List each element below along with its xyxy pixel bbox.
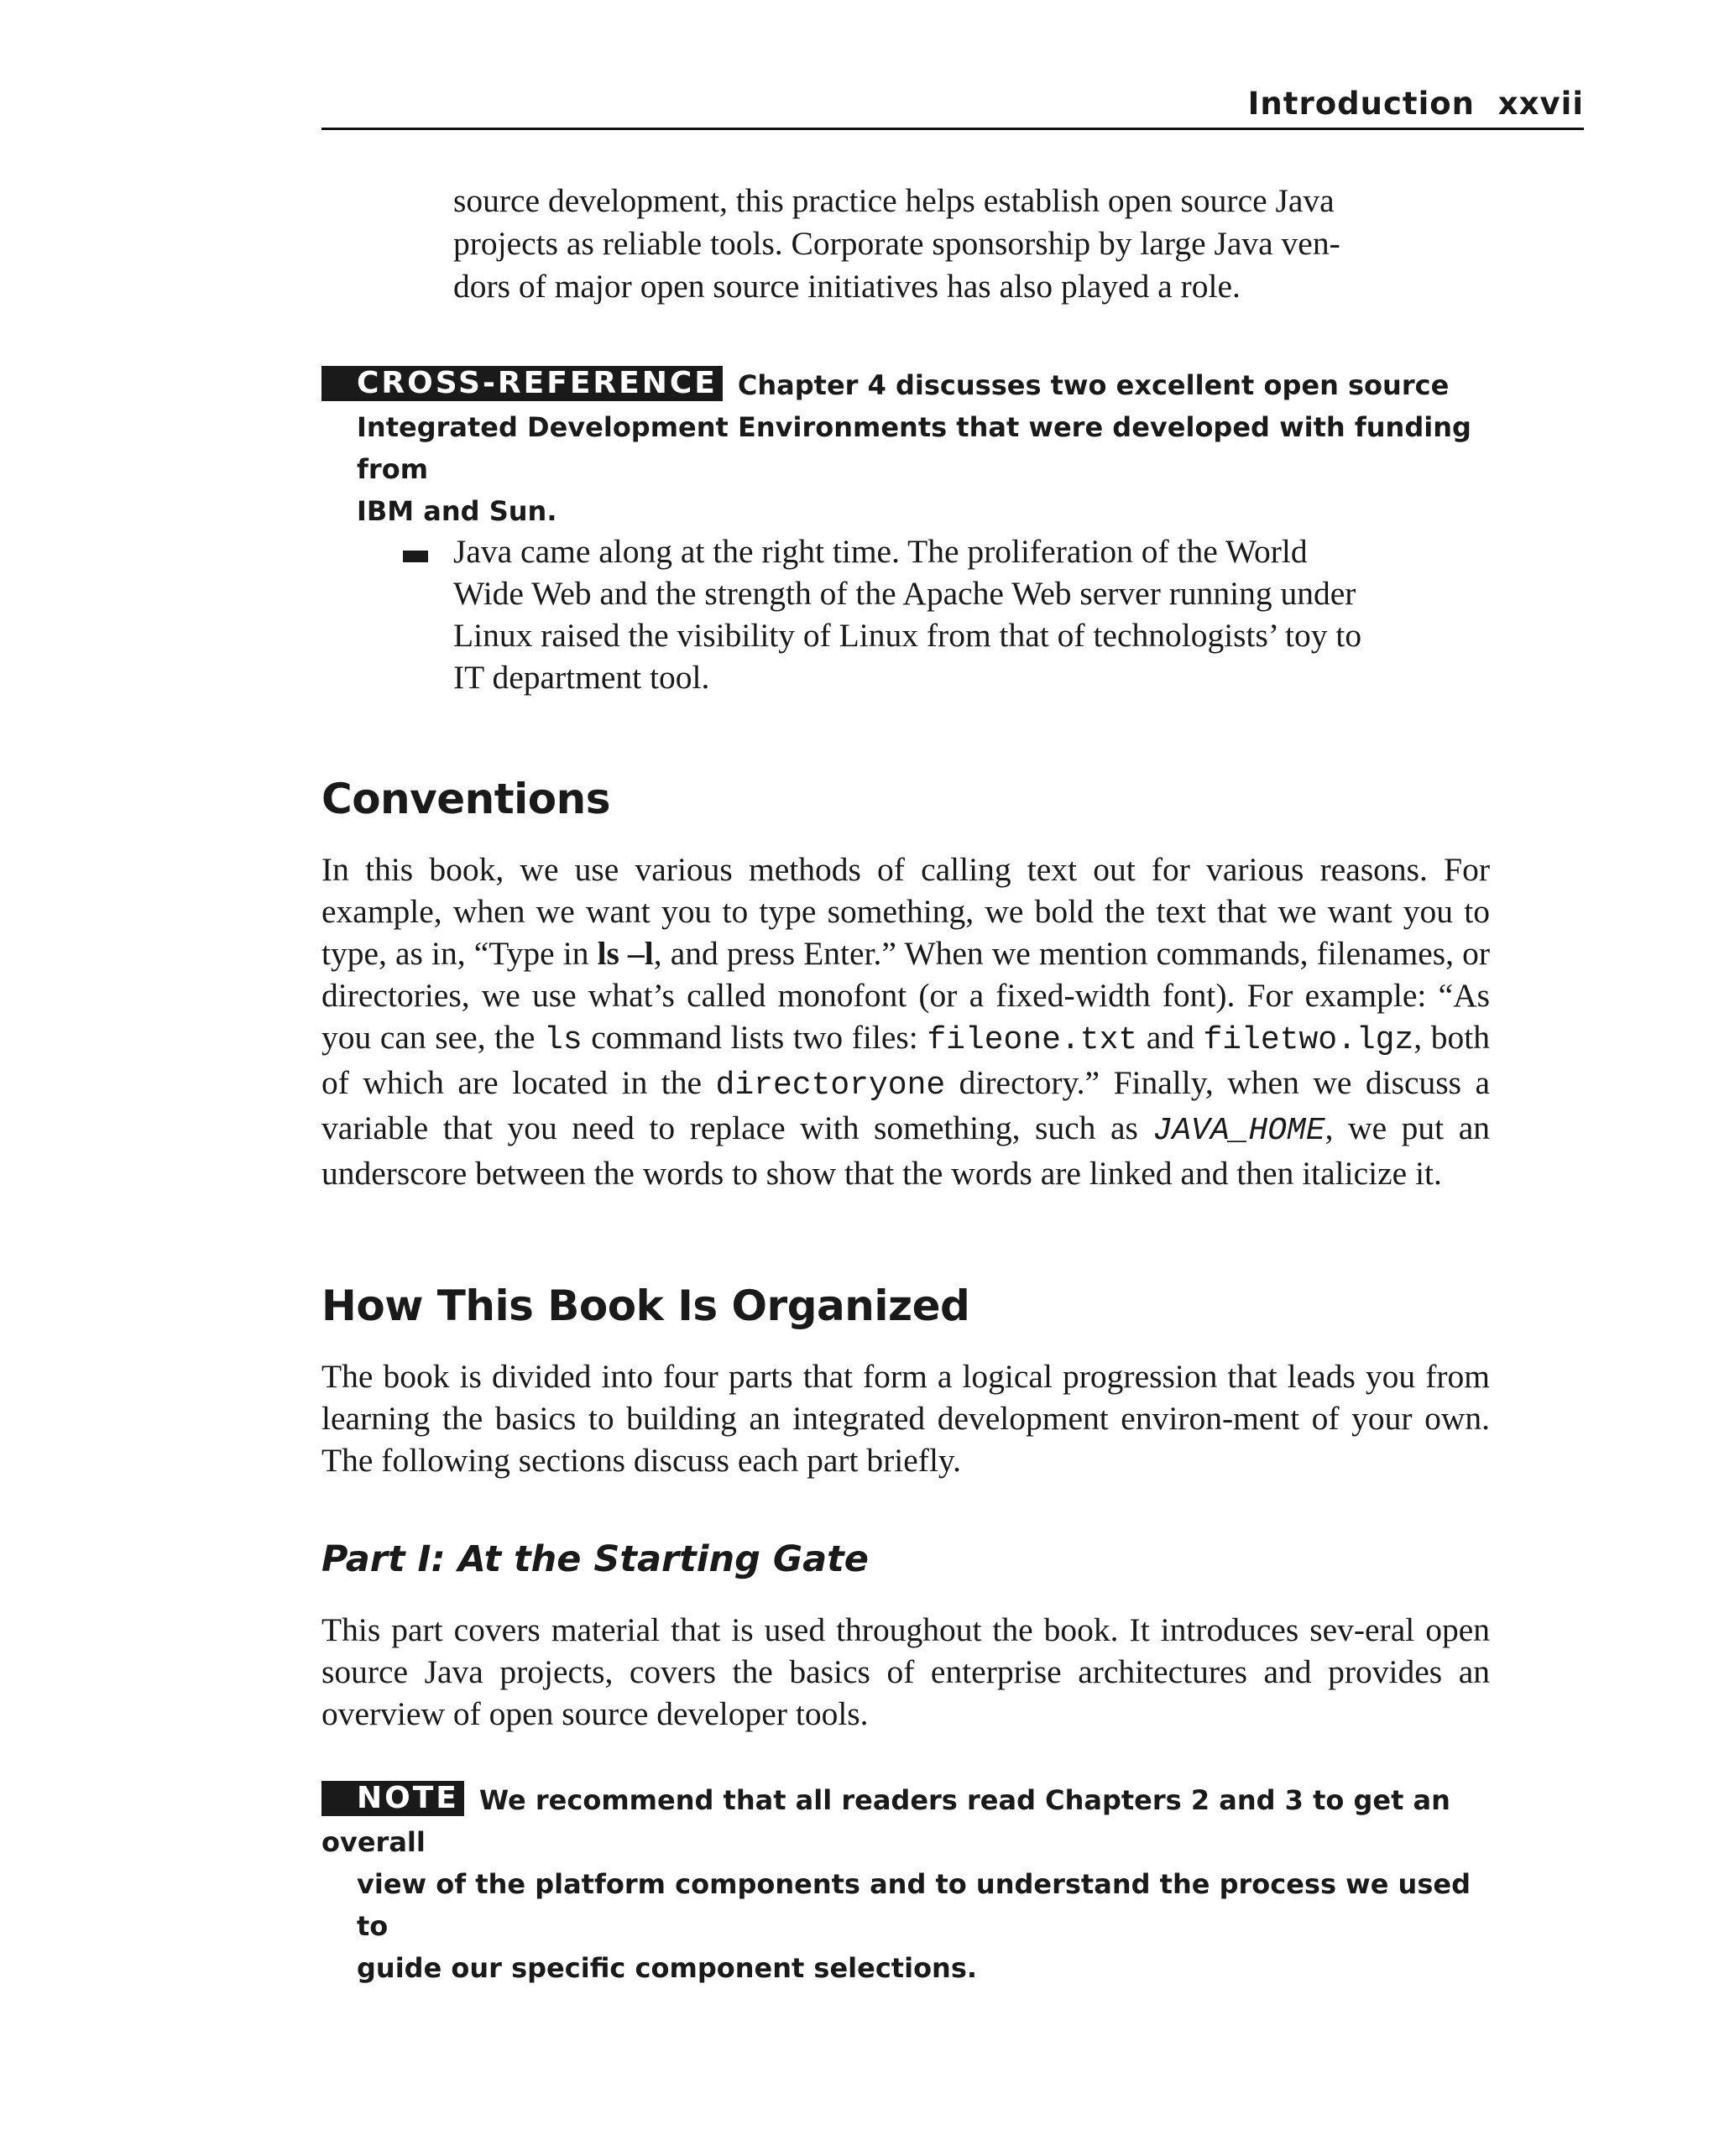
organization-heading: How This Book Is Organized: [321, 1282, 970, 1330]
intro-paragraph: [453, 180, 1494, 308]
bullet-line: IT department tool.: [453, 659, 710, 696]
mono-file-2: filetwo.lgz: [1203, 1022, 1414, 1058]
conventions-paragraph: [321, 848, 1490, 1194]
cross-reference-line-2: Integrated Development Environments that were developed with funding from: [357, 411, 1471, 485]
mono-variable: JAVA_HOME: [1152, 1113, 1325, 1149]
header-spacer: [1475, 86, 1498, 122]
bullet-line: Linux raised the visibility of Linux from that of technologists’ toy to: [453, 617, 1362, 654]
running-header: [321, 81, 1584, 130]
cross-reference-line-3: IBM and Sun.: [357, 495, 557, 527]
cross-reference-first-row: [321, 364, 1480, 406]
organization-section: [321, 1355, 1490, 1481]
conventions-text-6: directory.” Finally, when we discuss a variable that you need to replace with something, such as: [321, 1064, 1490, 1146]
conventions-text-3: command lists two files:: [582, 1019, 927, 1056]
mono-ls: ls: [544, 1022, 583, 1058]
conventions-text-2: , and press Enter.” When we mention commands, filenames, or directories, we use what’s called monofont (or a fixed-width font). For example: “As you can see, the: [321, 935, 1491, 1056]
conventions-text-1: In this book, we use various methods of calling text out for various reasons. For example, when we want you to type something, we bold the text that we want you to type, as in, “Type in: [321, 851, 1490, 972]
intro-line: source development, this practice helps establish open source Java: [453, 182, 1335, 219]
bullet-marker-icon: [403, 551, 428, 562]
mono-directory: directoryone: [715, 1068, 946, 1104]
note-line-2: view of the platform components and to understand the process we used to: [357, 1868, 1471, 1942]
intro-line: dors of major open source initiatives has also played a role.: [453, 268, 1241, 305]
bullet-line: Java came along at the right time. The proliferation of the World: [453, 533, 1308, 570]
part-one-paragraph: This part covers material that is used throughout the book. It introduces sev-eral open source Java projects, covers the basics of enterprise architectures and provides an overview of open source developer tools.: [321, 1611, 1490, 1732]
mono-file-1: fileone.txt: [927, 1022, 1138, 1058]
bullet-line: Wide Web and the strength of the Apache Web server running under: [453, 575, 1356, 612]
running-header-section: Introduction: [1247, 86, 1476, 122]
cross-reference-callout: [321, 364, 1480, 532]
intro-line: projects as reliable tools. Corporate sponsorship by large Java ven-: [453, 225, 1340, 262]
note-line-3: guide our specific component selections.: [357, 1952, 978, 1984]
note-first-row: [321, 1779, 1480, 1863]
conventions-heading: Conventions: [321, 775, 610, 823]
page-number: xxvii: [1497, 86, 1584, 122]
bullet-text: [453, 530, 1486, 698]
conventions-section: [321, 848, 1490, 1194]
organization-paragraph: The book is divided into four parts that form a logical progression that leads you from learning the basics to building an integrated development environ-ment of your own. The following sections discuss each part briefly.: [321, 1358, 1490, 1479]
cross-reference-tag: CROSS-REFERENCE: [321, 366, 723, 401]
note-tag: NOTE: [321, 1781, 464, 1816]
conventions-text-7: , we put an underscore between the words to show that the words are linked and then italicize it.: [321, 1109, 1490, 1192]
cross-reference-line-1: Chapter 4 discusses two excellent open source: [737, 369, 1450, 401]
part-one-heading: Part I: At the Starting Gate: [321, 1538, 869, 1580]
bold-command: ls –l: [597, 935, 654, 972]
part-one-section: [321, 1609, 1490, 1735]
note-line-1: We recommend that all readers read Chapters 2 and 3 to get an overall: [321, 1784, 1450, 1858]
conventions-text-4: and: [1137, 1019, 1204, 1056]
note-callout: [321, 1779, 1480, 1989]
conventions-text-5: , both of which are located in the: [321, 1019, 1490, 1101]
